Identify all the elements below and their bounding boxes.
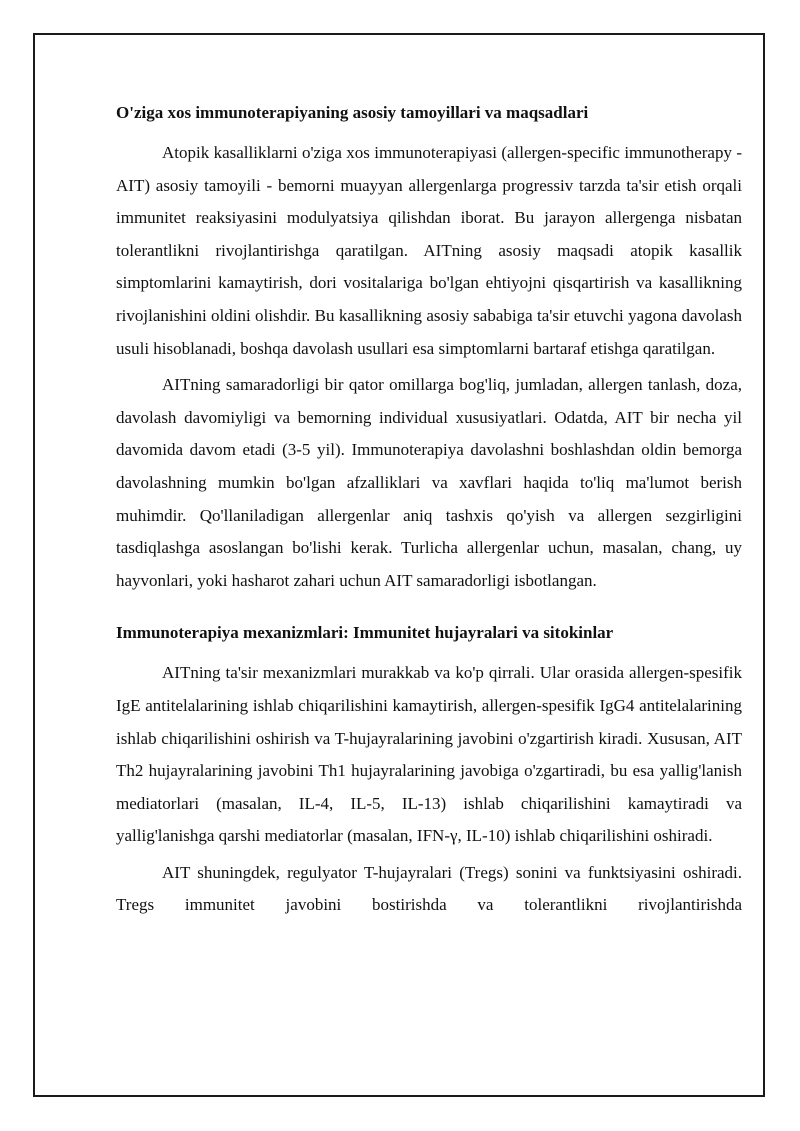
paragraph: AIT shuningdek, regulyator T-hujayralari (Tregs) sonini va funktsiyasini oshiradi. Tregs immunitet javobini bostirishda va tolerantlikni rivojlantirishda [116, 862, 742, 915]
section-heading-mechanisms: Immunoterapiya mexanizmlari: Immunitet hujayralari va sitokinlar [116, 623, 614, 643]
paragraph: AITning samaradorligi bir qator omillarga bog'liq, jumladan, allergen tanlash, doza, davolash davomiyligi va bemorning individual xususiyatlari. Odatda, AIT bir necha yil davomida davom etadi (3-5 yil). Immunoterapiya davolashni boshlashdan oldin bemorga davolashning mumkin bo'lgan afzalliklari va xavflari haqida to'liq ma'lumot berish muhimdir. Qo'llaniladigan allergenlar aniq tashxis qo'yish va allergen sezgirligini tasdiqlashga asoslangan bo'lishi kerak. Turlicha allergenlar uchun, masalan, chang, uy hayvonlari, yoki hasharot zahari uchun AIT samaradorligi isbotlangan. [116, 375, 742, 590]
section-heading-principles: O'ziga xos immunoterapiyaning asosiy tamoyillari va maqsadlari [116, 103, 589, 122]
paragraph: AITning ta'sir mexanizmlari murakkab va ko'p qirrali. Ular orasida allergen-spesifik IgE antitelalarining ishlab chiqarilishini kamaytirish, allergen-spesifik IgG4 antitelalarining ishlab chiqarilishini oshirish va T-hujayralarining javobini o'zgartirish kiradi. Xususan, AIT Th2 hujayralarining javobini Th1 hujayralarining javobiga o'zgartiradi, bu esa yallig'lanish mediatorlari (masalan, IL-4, IL-5, IL-13) ishlab chiqarilishini kamaytiradi va yallig'lanishga qarshi mediatorlar (masalan, IFN-γ, IL-10) ishlab chiqarilishini oshiradi. [116, 663, 742, 846]
paragraph: Atopik kasalliklarni o'ziga xos immunoterapiyasi (allergen-specific immunotherapy - AIT) asosiy tamoyili - bemorni muayyan allergenlarga progressiv tarzda ta'sir etish orqali immunitet reaksiyasini modulyatsiya qilishdan iborat. Bu jarayon allergenga nisbatan tolerantlikni rivojlantirishga qaratilgan. AITning asosiy maqsadi atopik kasallik simptomlarini kamaytirish, dori vositalariga bo'lgan ehtiyojni qisqartirish va kasallikning rivojlanishini oldini olishdir. Bu kasallikning asosiy sababiga ta'sir etuvchi yagona davolash usuli hisoblanadi, boshqa davolash usullari esa simptomlarni bartaraf etishga qaratilgan. [116, 143, 742, 358]
document-body [116, 97, 742, 926]
